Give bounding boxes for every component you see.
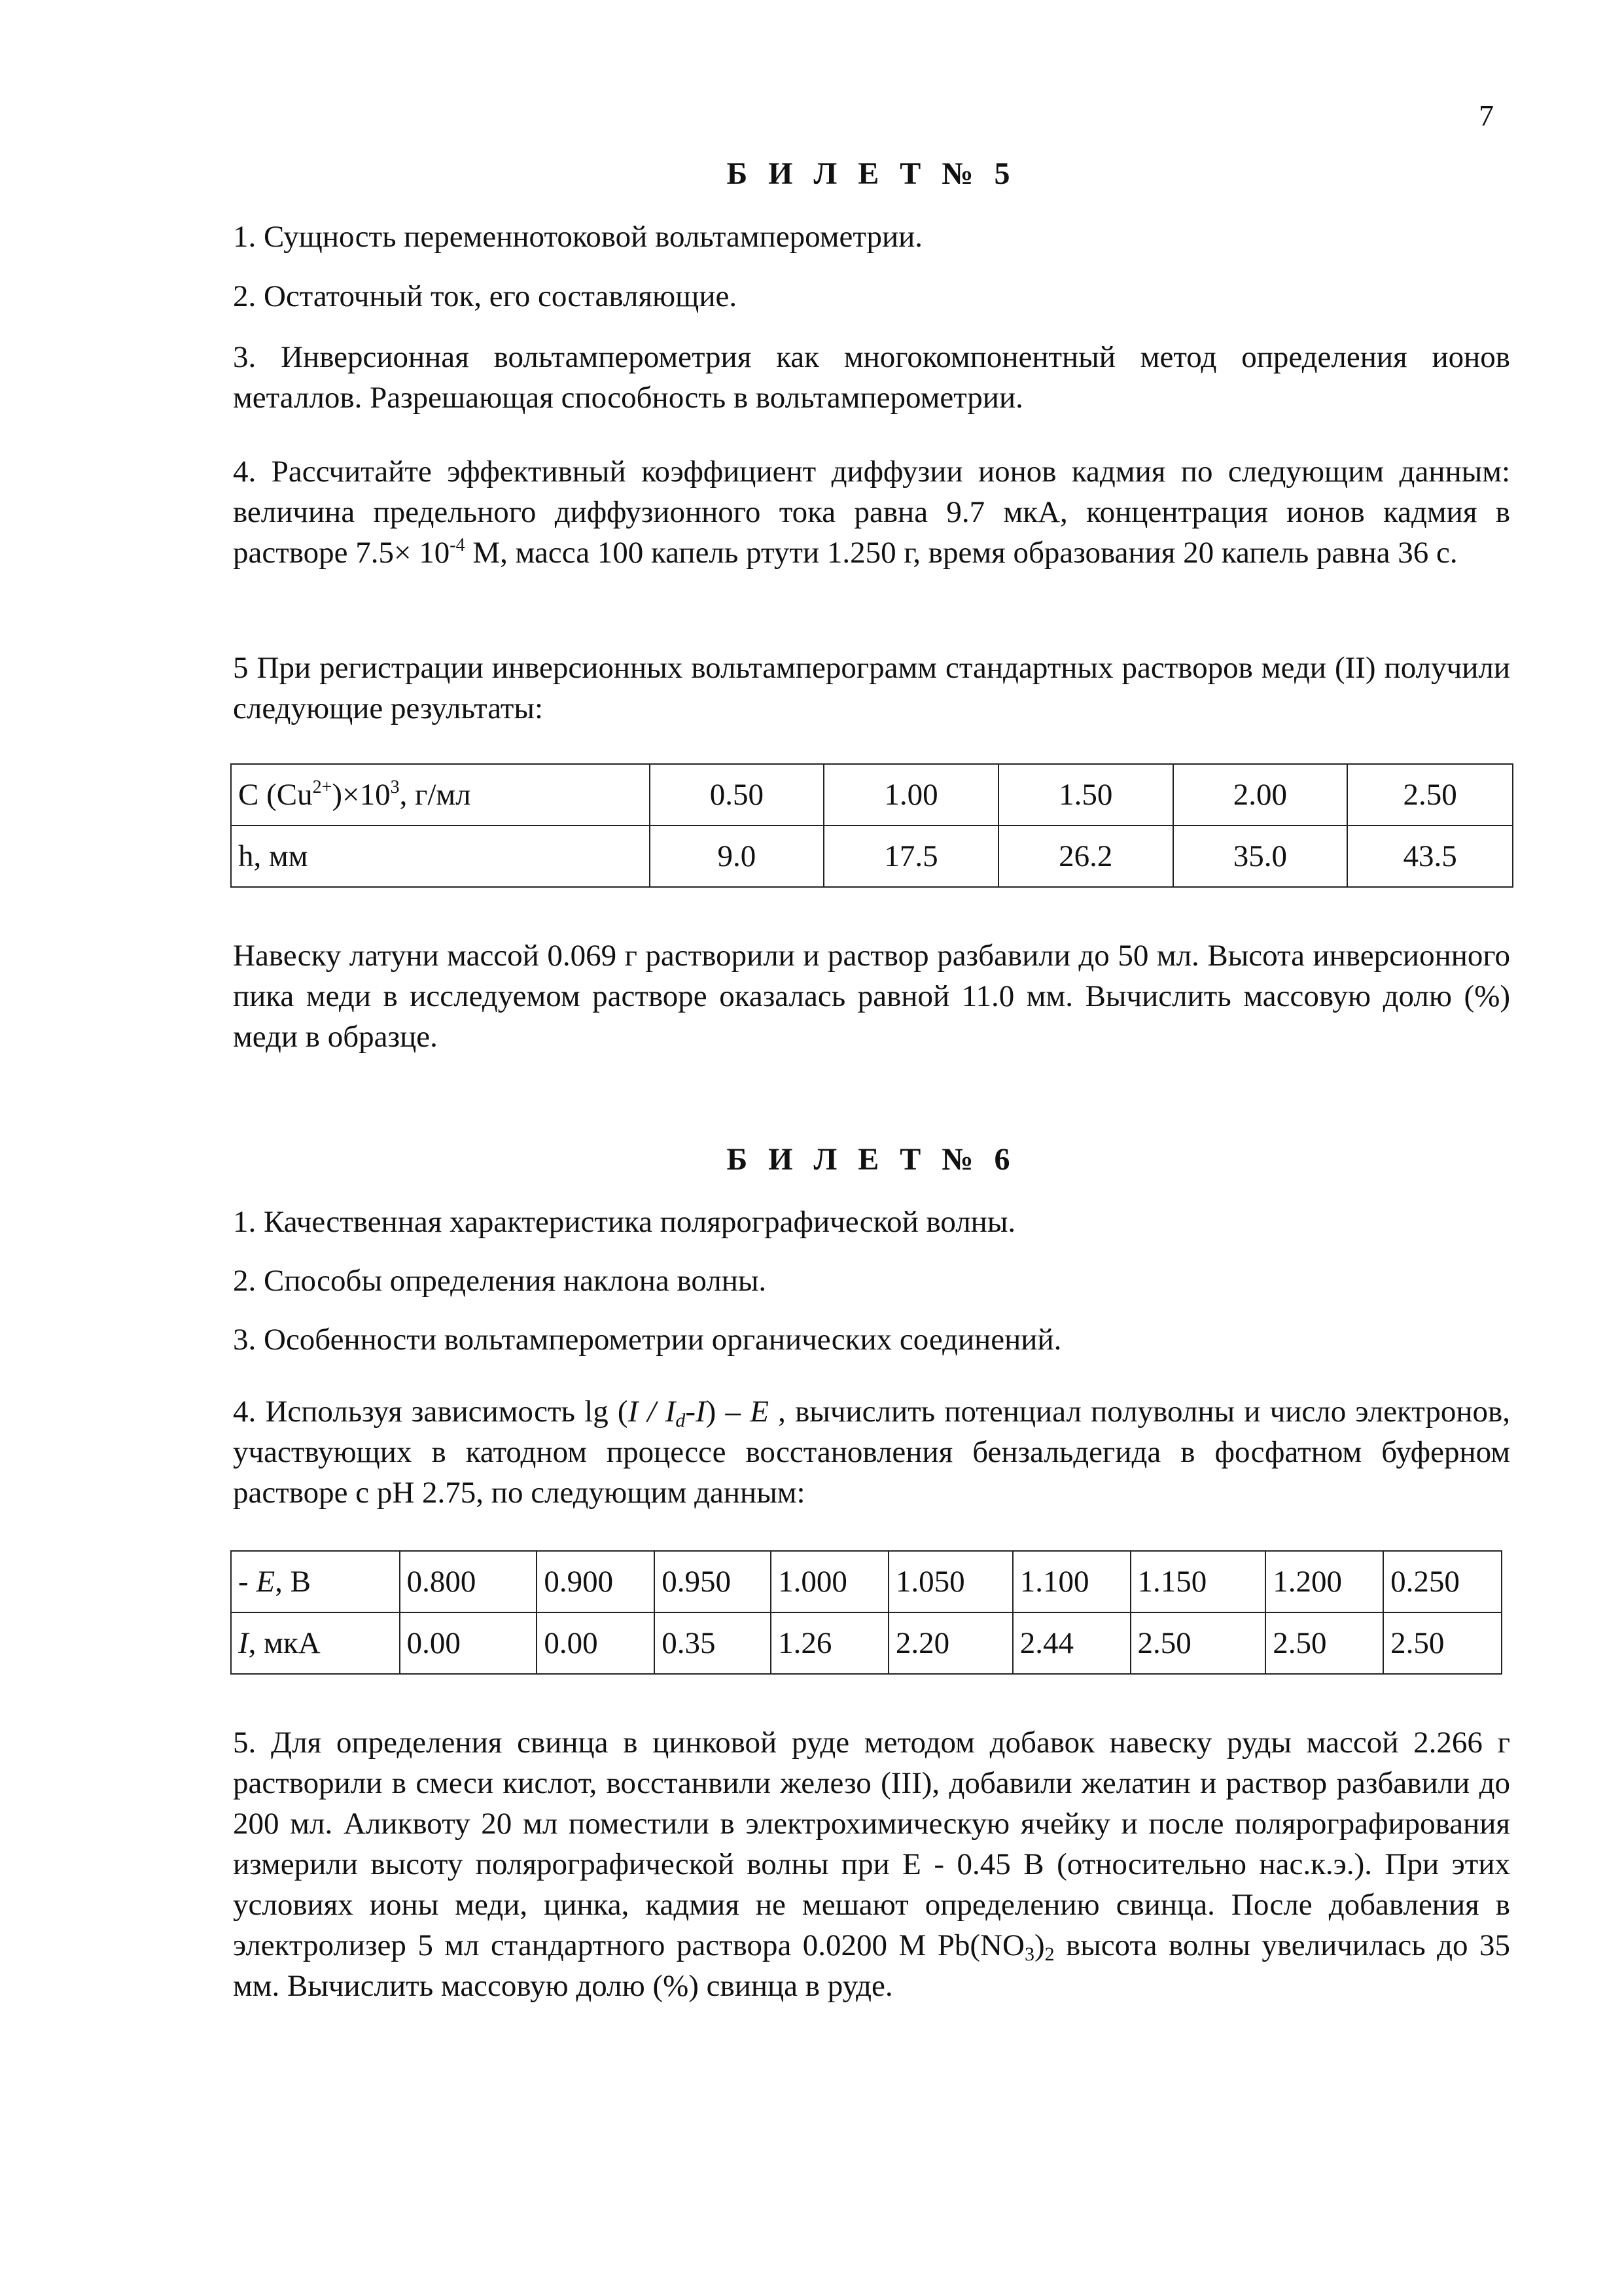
table-row [231,1612,1502,1674]
ticket-5-q2-block [233,277,1510,317]
ticket-5-question-4 [233,451,1510,573]
table-cell: 43.5 [1347,826,1513,887]
ticket-5-q5-text-block [233,935,1510,1057]
table-cell: 2.00 [1173,764,1348,826]
table-cell: 1.26 [771,1612,889,1674]
ticket-6-q5-block [233,1722,1510,2006]
table-cell-concentration-label: С $(Cu^{2+})\times 10^3$, г/мл [231,764,650,826]
table-cell: 1.200 [1265,1551,1383,1612]
table-cell: 9.0 [650,826,824,887]
table-cell: 2.44 [1013,1612,1131,1674]
ticket-6-q3-block [233,1320,1510,1360]
ticket-6-question-1: 1. Качественная характеристика полярографической волны. [233,1205,1016,1239]
table-cell-height-label: h, мм [231,826,650,887]
table-cell: 17.5 [824,826,998,887]
table-cell: 1.00 [824,764,998,826]
table-cell: 26.2 [998,826,1173,887]
copper-calibration-table [230,763,1513,888]
ticket-5-q1-block [233,217,1510,257]
table-cell: 0.00 [400,1612,537,1674]
ticket-6-question-2: 2. Способы определения наклона волны. [233,1264,767,1298]
ticket-5-q3-block [233,337,1510,418]
table-cell: 1.000 [771,1551,889,1612]
table-cell: 35.0 [1173,826,1348,887]
table-cell: 0.00 [537,1612,654,1674]
table-cell: 1.050 [889,1551,1013,1612]
table-cell: 1.100 [1013,1551,1131,1612]
table-cell: 0.35 [654,1612,771,1674]
q4-exponent: -4 [450,535,465,555]
polarography-data-table [230,1550,1502,1675]
table-cell-potential-label: - E, В [231,1551,400,1612]
table-cell: 1.150 [1131,1551,1266,1612]
ticket-5-question-3: 3. Инверсионная вольтамперометрия как многокомпонентный метод определения ионов металлов. Разрешающая способность в вольтамперометрии. [233,340,1510,415]
table-cell: 1.50 [998,764,1173,826]
table-cell-current-label: I, мкА [231,1612,400,1674]
table-cell: 0.900 [537,1551,654,1612]
table-cell: 2.50 [1347,764,1513,826]
table-cell: 2.20 [889,1612,1013,1674]
ticket-6-question-3: 3. Особенности вольтамперометрии органических соединений. [233,1323,1062,1357]
table-cell: 2.50 [1265,1612,1383,1674]
ticket-6-question-5: 5. Для определения свинца в цинковой руде методом добавок навеску руды массой 2.266 г растворили в смеси кислот, восстанвили железо (III), добавили желатин и раствор разбавили до 200 мл. Аликвоту 20 мл поместили в электрохимическую ячейку и после полярографирования измерили высоту полярографической волны при Е - 0.45 В (относительно нас.к.э.). При этих условиях ионы меди, цинка, кадмия не мешают определению свинца. После добавления в электролизер 5 мл стандартного раствора 0.0200 М $Pb(NO_3)_2$ высота волны увеличилась до 35 мм. Вычислить массовую долю (%) свинца в руде. [233,1726,1510,2003]
ticket-5-question-1: 1. Сущность переменнотоковой вольтамперометрии. [233,220,923,254]
table-cell: 2.50 [1131,1612,1266,1674]
table-row [231,1551,1502,1612]
ticket-6-q4-block [233,1391,1510,1513]
table-cell: 0.50 [650,764,824,826]
q4-text-part2: М, масса 100 капель ртути 1.250 г, время образования 20 капель равна 36 с. [465,536,1458,570]
table-cell: 0.950 [654,1551,771,1612]
ticket-5-question-5-intro: 5 При регистрации инверсионных вольтамперограмм стандартных растворов меди (II) получили следующие результаты: [233,651,1510,725]
table-row [231,764,1513,826]
ticket-5-question-2: 2. Остаточный ток, его составляющие. [233,279,737,313]
ticket-6-question-4: 4. Используя зависимость $\lg (I / I_d-I)$ – E , вычислить потенциал полуволны и число электронов, участвующих в катодном процессе восстановления бензальдегида в фосфатном буферном растворе с рН 2.75, по следующим данным: [233,1395,1510,1510]
ticket-5-title: Б И Л Е Т № 5 [726,156,1017,191]
table-row [231,826,1513,887]
ticket-6-q1-block [233,1202,1510,1242]
table-cell: 0.800 [400,1551,537,1612]
table-cell: 2.50 [1383,1612,1502,1674]
ticket-6-q2-block [233,1261,1510,1301]
ticket-5-q4-block [233,451,1510,573]
q4-text-part1: 4. Рассчитайте эффективный коэффициент диффузии ионов кадмия по следующим данным: величина предельного диффузионного тока равна 9.7 мкА, концентрация ионов кадмия в растворе 7.5× 10 [233,455,1510,570]
table-cell: 0.250 [1383,1551,1502,1612]
page-number: 7 [1479,99,1494,132]
ticket-6-title: Б И Л Е Т № 6 [726,1142,1017,1177]
ticket-5-question-5-text: Навеску латуни массой 0.069 г растворили и раствор разбавили до 50 мл. Высота инверсионного пика меди в исследуемом растворе оказалась равной 11.0 мм. Вычислить массовую долю (%) меди в образце. [233,939,1510,1054]
ticket-5-q5-block [233,648,1510,729]
